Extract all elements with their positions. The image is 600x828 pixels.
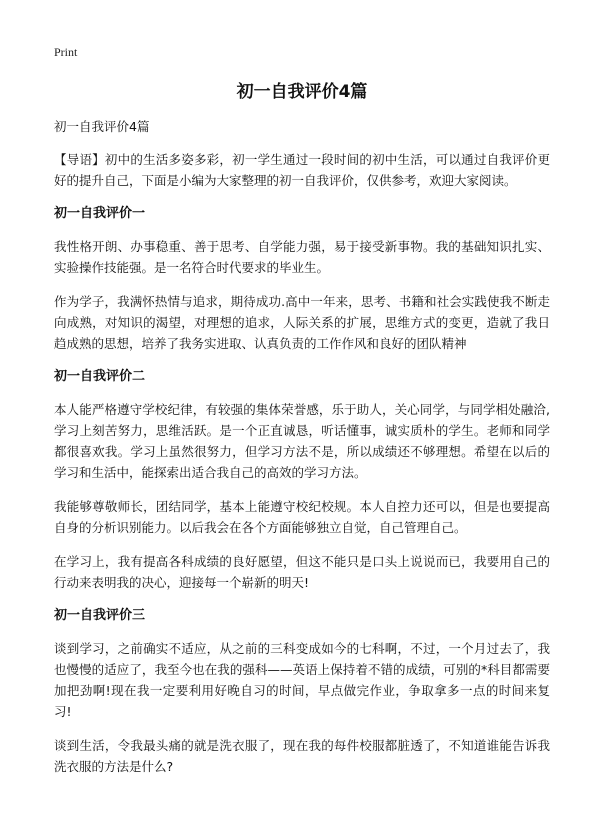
section-2	[54, 367, 550, 593]
page-title: 初一自我评价4篇	[236, 82, 368, 102]
paragraph: 谈到生活，令我最头痛的就是洗衣服了，现在我的每件校服都脏透了，不知道谁能告诉我洗衣服的方法是什么?	[54, 738, 550, 774]
paragraph: 本人能严格遵守学校纪律，有较强的集体荣誉感，乐于助人，关心同学，与同学相处融洽,学习上刻苦努力，思维活跃。是一个正直诚恳，听话懂事，诚实质朴的学生。老师和同学都很喜欢我。学习上虽然很努力，但学习方法不是，所以成绩还不够理想。希望在以后的学习和生活中，能探索出适合我自己的高效的学习方法。	[54, 402, 550, 480]
paragraph: 在学习上，我有提高各科成绩的良好愿望，但这不能只是口头上说说而已，我要用自己的行动来表明我的决心，迎接每一个崭新的明天!	[54, 554, 550, 590]
paragraph: 我能够尊敬师长，团结同学，基本上能遵守校纪校规。本人自控力还可以，但是也要提高自身的分析识别能力。以后我会在各个方面能够独立自觉，自己管理自己。	[54, 499, 550, 535]
paragraph: 作为学子，我满怀热情与追求，期待成功.高中一年来，思考、书籍和社会实践使我不断走向成熟，对知识的渴望，对理想的追求，人际关系的扩展，思维方式的变更，造就了我日趋成熟的思想，培养了我务实进取、认真负责的工作作风和良好的团队精神	[54, 294, 550, 351]
section-1	[54, 204, 550, 354]
section-heading: 初一自我评价三	[54, 608, 146, 623]
paragraph: 我性格开朗、办事稳重、善于思考、自学能力强，易于接受新事物。我的基础知识扎实、实验操作技能强。是一名符合时代要求的毕业生。	[54, 239, 550, 275]
print-link[interactable]: Print	[54, 45, 78, 59]
section-3	[54, 606, 550, 777]
section-heading: 初一自我评价二	[54, 369, 146, 384]
document-body	[54, 80, 550, 790]
intro-paragraph: 【导语】初中的生活多姿多彩，初一学生通过一段时间的初中生活，可以通过自我评价更好的提升自己，下面是小编为大家整理的初一自我评价，仅供参考，欢迎大家阅读。	[54, 152, 550, 188]
document-subtitle: 初一自我评价4篇	[54, 119, 150, 134]
paragraph: 谈到学习，之前确实不适应，从之前的三科变成如今的七科啊，不过，一个月过去了，我也慢慢的适应了，我至今也在我的强科——英语上保持着不错的成绩，可别的*科目都需要加把劲啊!现在我一定要利用好晚自习的时间，早点做完作业，争取拿多一点的时间来复习!	[54, 641, 550, 719]
section-heading: 初一自我评价一	[54, 206, 146, 221]
